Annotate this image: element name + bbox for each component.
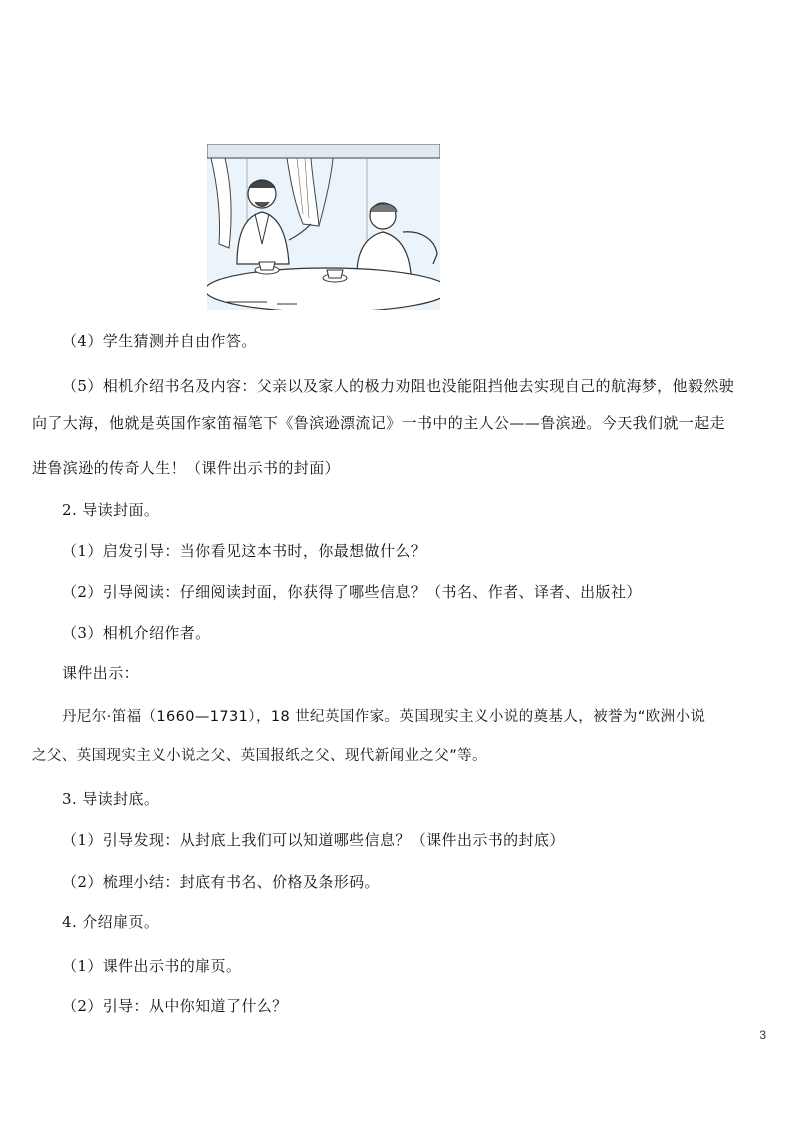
author-quote-line-1: 丹尼尔·笛福（1660—1731），18 世纪英国作家。英国现实主义小说的奠基人，被誉为“欧洲小说 xyxy=(62,709,706,725)
section-2-item-3: （3）相机介绍作者。 xyxy=(62,624,211,642)
section-4-item-2: （2）引导：从中你知道了什么？ xyxy=(62,997,288,1015)
illustration-father-and-son-at-table xyxy=(207,144,440,310)
page-number: 3 xyxy=(759,1028,766,1042)
courseware-label: 课件出示： xyxy=(62,664,140,682)
section-4-item-1: （1）课件出示书的扉页。 xyxy=(62,957,242,975)
step-5-text-line-2: 向了大海，他就是英国作家笛福笔下《鲁滨逊漂流记》一书中的主人公——鲁滨逊。今天我们就一起走 xyxy=(32,414,726,432)
section-3-item-1: （1）引导发现：从封底上我们可以知道哪些信息？（课件出示书的封底） xyxy=(62,831,565,849)
section-2-item-1: （1）启发引导：当你看见这本书时，你最想做什么？ xyxy=(62,542,427,560)
step-4-text: （4）学生猜测并自由作答。 xyxy=(62,332,257,350)
section-4-heading: 4. 介绍扉页。 xyxy=(62,913,160,931)
section-3-item-2: （2）梳理小结：封底有书名、价格及条形码。 xyxy=(62,873,380,891)
step-5-text-line-3: 进鲁滨逊的传奇人生！（课件出示书的封面） xyxy=(32,459,341,477)
step-5-text-line-1: （5）相机介绍书名及内容：父亲以及家人的极力劝阻也没能阻挡他去实现自己的航海梦，他毅然驶 xyxy=(62,377,735,395)
section-2-heading: 2. 导读封面。 xyxy=(62,501,160,519)
author-quote-line-2: 之父、英国现实主义小说之父、英国报纸之父、现代新闻业之父”等。 xyxy=(32,748,487,764)
section-2-item-2: （2）引导阅读：仔细阅读封面，你获得了哪些信息？（书名、作者、译者、出版社） xyxy=(62,583,642,601)
section-3-heading: 3. 导读封底。 xyxy=(62,790,160,808)
